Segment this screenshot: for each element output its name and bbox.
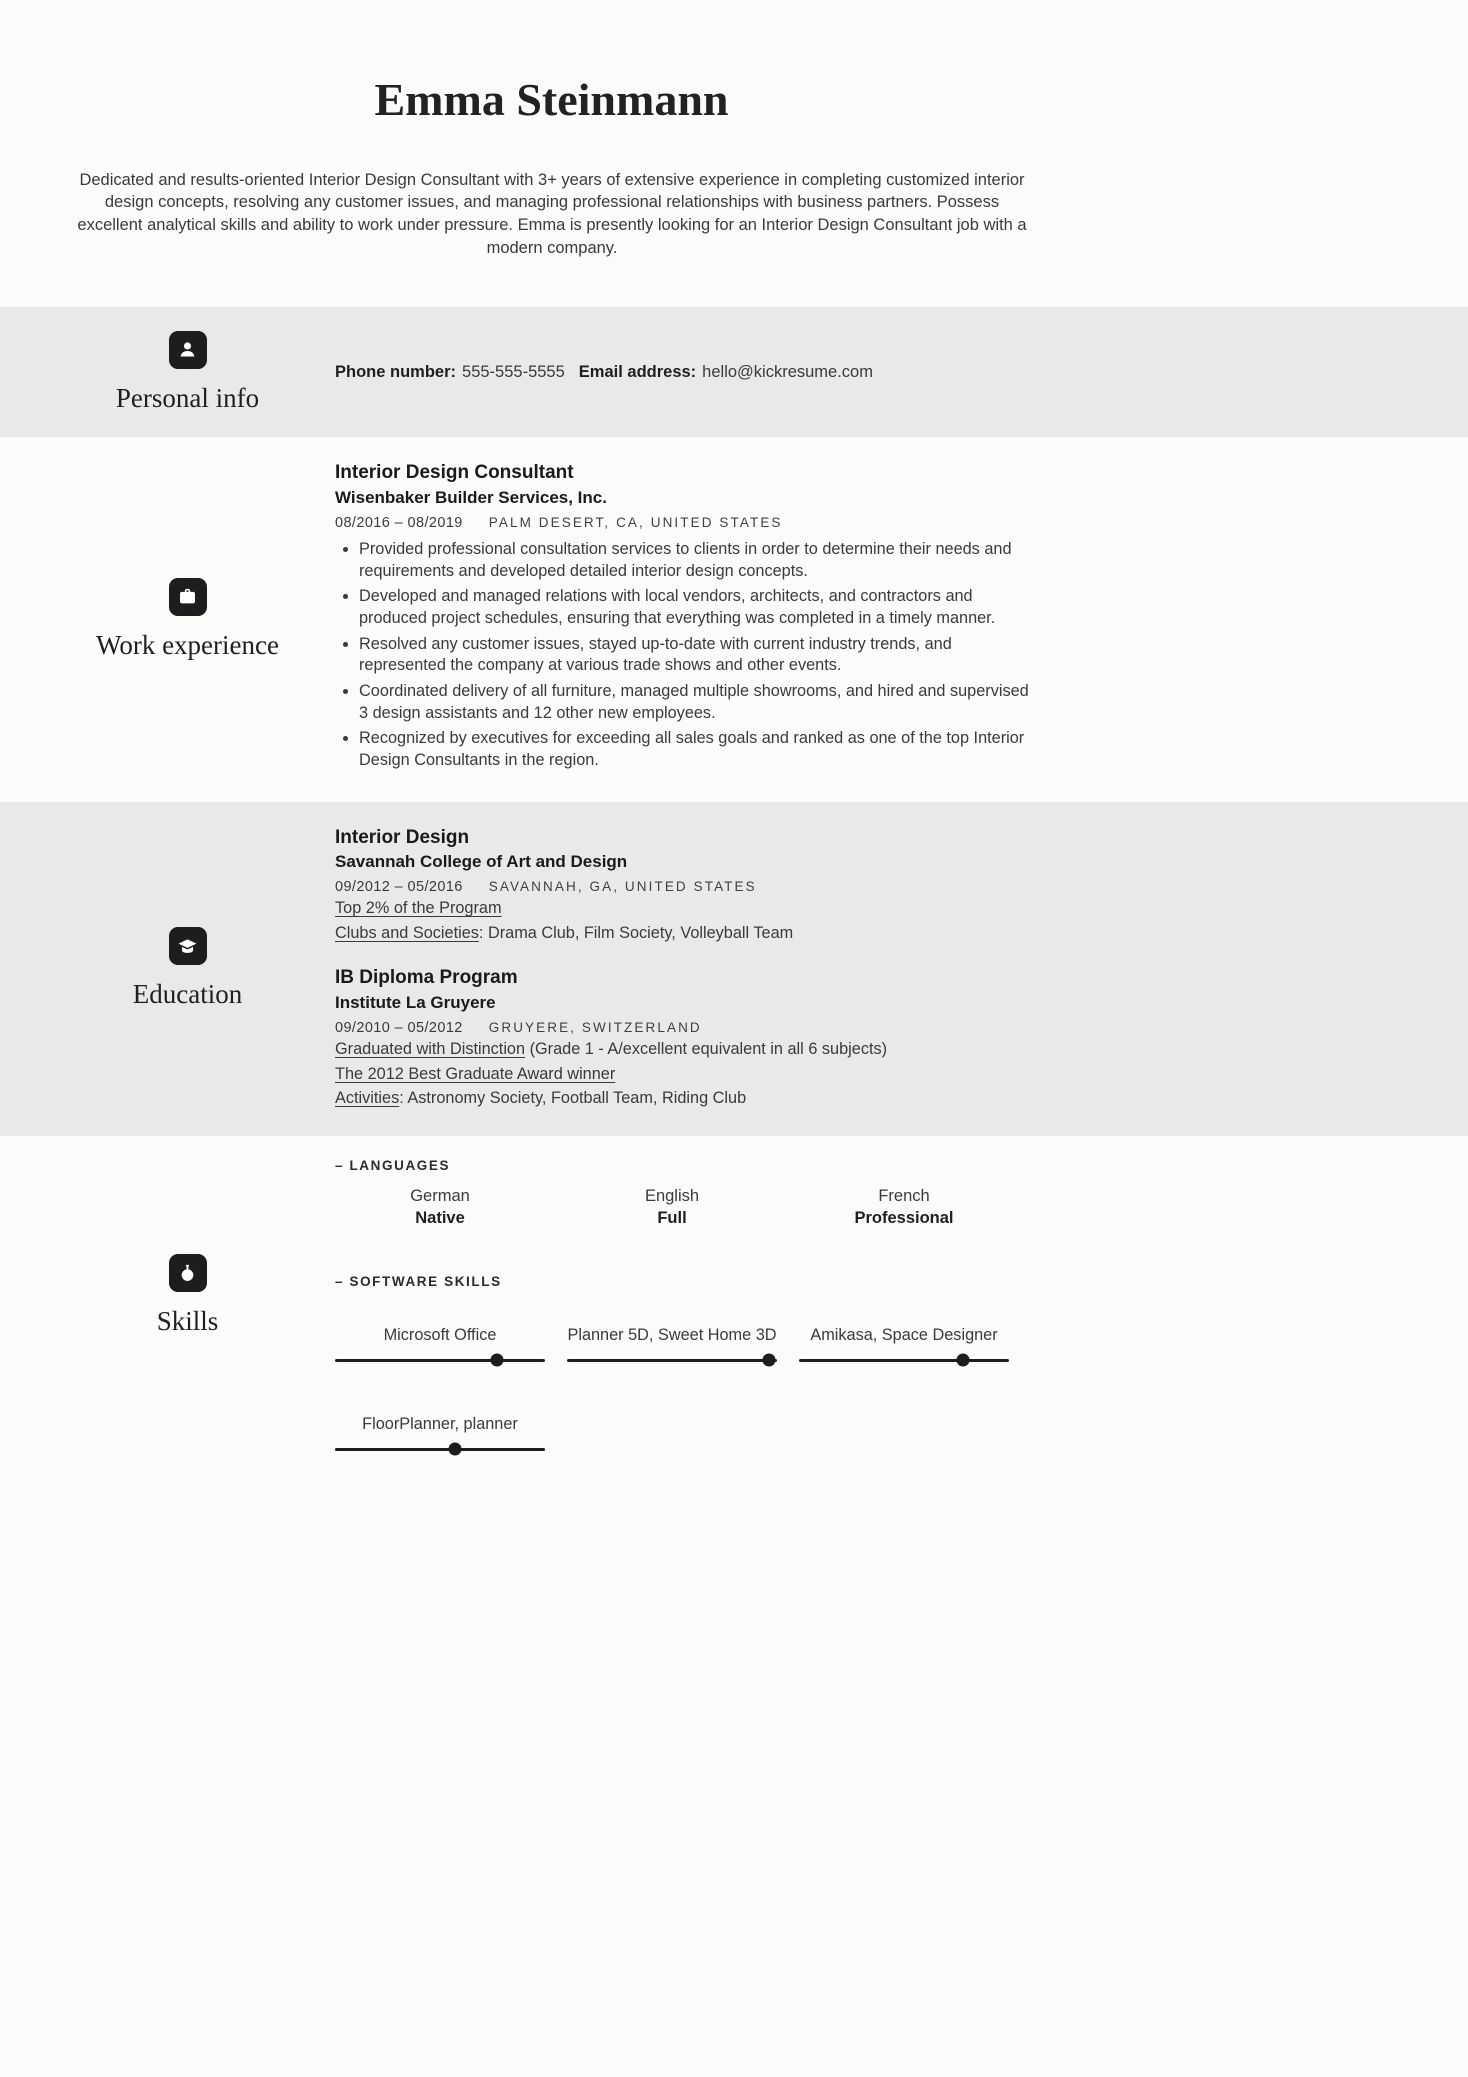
resume-header — [0, 0, 1468, 307]
school-name: Savannah College of Art and Design — [335, 852, 628, 872]
job-bullet-list — [335, 539, 1035, 772]
phone-label: Phone number: — [335, 362, 457, 381]
language-item — [335, 1187, 545, 1228]
job-company: Wisenbaker Builder Services, Inc. — [335, 487, 607, 507]
personal-info-heading — [0, 307, 335, 437]
slider-handle — [956, 1354, 969, 1367]
bullet-item: • Resolved any customer issues, stayed up-to-date with current industry trends, and represented the company at various trade shows and other events. — [359, 634, 1035, 677]
software-skills-grid — [335, 1301, 1035, 1451]
job-dates: 08/2016 – 08/2019 — [335, 514, 463, 531]
section-title: Skills — [156, 1305, 219, 1336]
education-detail-line — [335, 1087, 1035, 1109]
languages-grid — [335, 1187, 1035, 1228]
slider-handle — [762, 1354, 775, 1367]
skill-level-slider — [799, 1359, 1009, 1362]
skills-section — [0, 1136, 1468, 2077]
software-skills-header: – SOFTWARE SKILLS — [335, 1273, 502, 1289]
software-skill-item — [335, 1301, 545, 1362]
skill-level-slider — [335, 1448, 545, 1451]
education-detail-rest: (Grade 1 - A/excellent equivalent in all 6 subjects) — [525, 1040, 888, 1059]
email-value: hello@kickresume.com — [702, 362, 873, 381]
education-entry — [335, 826, 1035, 945]
language-item — [799, 1187, 1009, 1228]
education-location: GRUYERE, SWITZERLAND — [488, 1020, 702, 1036]
education-detail-rest: : Astronomy Society, Football Team, Riding Club — [399, 1089, 747, 1108]
language-level: Full — [657, 1208, 687, 1227]
section-title: Education — [132, 979, 243, 1010]
education-link: The 2012 Best Graduate Award winner — [335, 1064, 616, 1083]
user-icon — [169, 331, 207, 369]
education-link: Clubs and Societies — [335, 923, 479, 942]
software-skill-item — [567, 1301, 777, 1362]
education-dates-location — [335, 1020, 1035, 1036]
work-experience-section — [0, 437, 1468, 802]
software-skill-item — [335, 1390, 545, 1451]
language-name: French — [878, 1186, 930, 1205]
education-dates-location — [335, 879, 1035, 895]
section-title: Work experience — [96, 629, 279, 660]
language-level: Native — [415, 1208, 465, 1227]
skill-level-slider — [567, 1359, 777, 1362]
education-link: Top 2% of the Program — [335, 899, 502, 918]
skill-level-slider — [335, 1359, 545, 1362]
phone-value: 555-555-5555 — [462, 362, 565, 381]
slider-handle — [490, 1354, 503, 1367]
job-location: PALM DESERT, CA, UNITED STATES — [488, 514, 783, 530]
education-location: SAVANNAH, GA, UNITED STATES — [488, 879, 757, 895]
language-level: Professional — [854, 1208, 954, 1227]
education-dates: 09/2010 – 05/2012 — [335, 1020, 463, 1037]
graduation-cap-icon — [169, 927, 207, 965]
education-detail-line — [335, 1038, 1035, 1060]
slider-handle — [448, 1443, 461, 1456]
degree-title: IB Diploma Program — [335, 967, 518, 989]
bullet-item: • Developed and managed relations with local vendors, architects, and contractors and produced project schedules, ensuring that everything was completed in a timely manner. — [359, 586, 1035, 629]
education-link: Graduated with Distinction — [335, 1040, 526, 1059]
job-dates-location — [335, 515, 1035, 531]
education-heading — [0, 802, 335, 1136]
job-title: Interior Design Consultant — [335, 462, 574, 483]
education-entry — [335, 966, 1035, 1109]
software-skill-name: Amikasa, Space Designer — [810, 1325, 998, 1344]
language-name: German — [410, 1186, 470, 1205]
school-name: Institute La Gruyere — [335, 993, 496, 1013]
profile-summary: Dedicated and results-oriented Interior Design Consultant with 3+ years of extensive experience in completing customized interior design concepts, resolving any customer issues, and managing professional relationships with business partners. Possess excellent analytical skills and ability to work under pressure. Emma is presently looking for an Interior Design Consultant job with a modern company. — [77, 170, 1027, 257]
education-detail-line — [335, 1063, 1035, 1085]
education-link: Activities — [335, 1089, 400, 1108]
job-entry — [335, 461, 1035, 772]
work-experience-heading — [0, 437, 335, 802]
education-dates: 09/2012 – 05/2016 — [335, 879, 463, 896]
bullet-item: • Provided professional consultation services to clients in order to determine their needs and requirements and developed detailed interior design concepts. — [359, 539, 1035, 582]
degree-title: Interior Design — [335, 826, 470, 848]
education-detail-line — [335, 897, 1035, 919]
personal-info-section — [0, 307, 1468, 437]
language-name: English — [644, 1186, 700, 1205]
briefcase-icon — [169, 578, 207, 616]
email-label: Email address: — [578, 362, 697, 381]
software-skill-item — [799, 1301, 1009, 1362]
person-name: Emma Steinmann — [374, 74, 729, 125]
software-skill-name: FloorPlanner, planner — [362, 1414, 518, 1433]
bullet-item: • Coordinated delivery of all furniture, managed multiple showrooms, and hired and supervised 3 design assistants and 12 other new employees. — [359, 681, 1035, 724]
education-detail-rest: : Drama Club, Film Society, Volleyball Team — [478, 923, 794, 942]
bullet-item: • Recognized by executives for exceeding all sales goals and ranked as one of the top Interior Design Consultants in the region. — [359, 728, 1035, 771]
languages-header: – LANGUAGES — [335, 1157, 451, 1173]
software-skill-name: Planner 5D, Sweet Home 3D — [567, 1325, 777, 1344]
education-section — [0, 802, 1468, 1136]
language-item — [567, 1187, 777, 1228]
flask-icon — [169, 1254, 207, 1292]
section-title: Personal info — [115, 382, 260, 413]
skills-heading — [0, 1136, 335, 1451]
software-skill-name: Microsoft Office — [383, 1325, 497, 1344]
contact-line — [335, 363, 873, 382]
education-detail-line — [335, 922, 1035, 944]
